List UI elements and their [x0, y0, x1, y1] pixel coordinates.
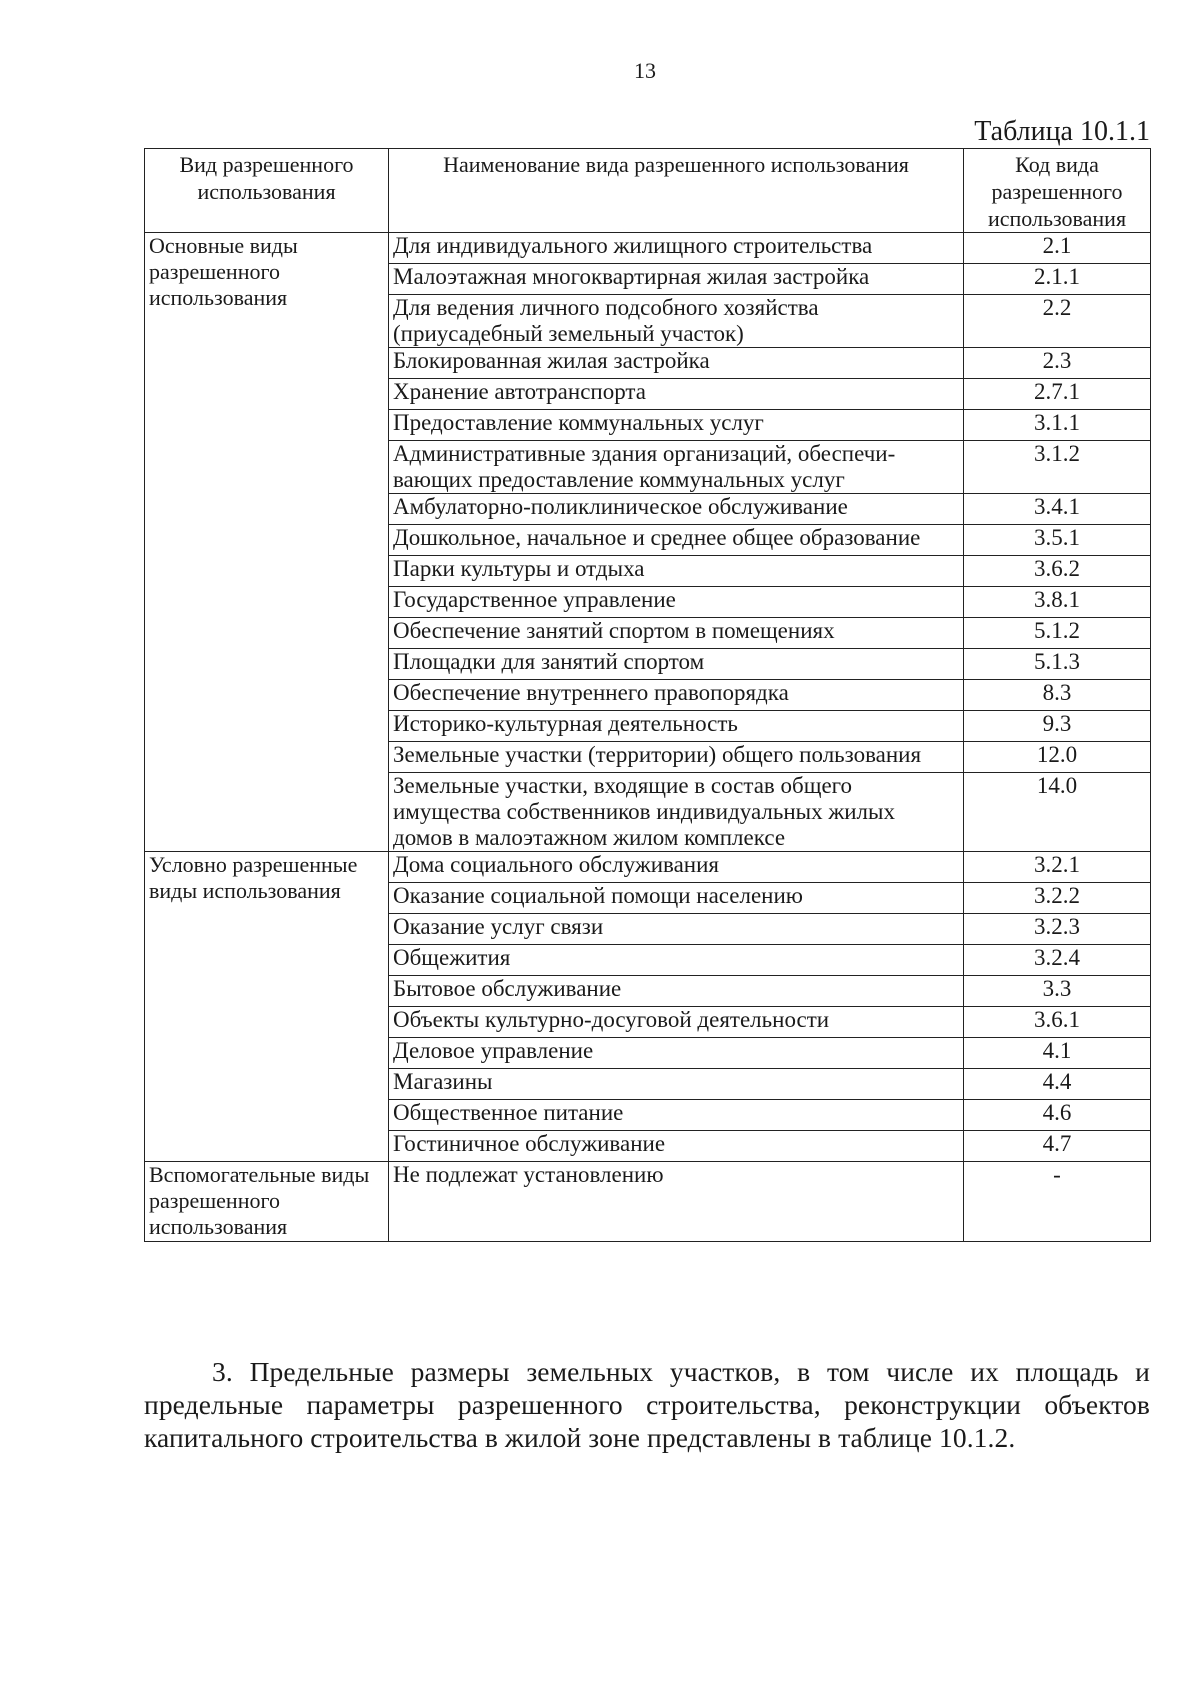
- use-name-cell: Площадки для занятий спортом: [389, 649, 964, 680]
- use-name-cell: Земельные участки, входящие в состав общего имущества собственников индивидуальных жилых домов в малоэтажном жилом комплексе: [389, 773, 964, 852]
- use-code-cell: 14.0: [964, 773, 1151, 852]
- use-name-cell: Дома социального обслуживания: [389, 852, 964, 883]
- use-code-cell: 3.2.2: [964, 883, 1151, 914]
- use-code-cell: 3.2.1: [964, 852, 1151, 883]
- use-code-cell: 3.6.1: [964, 1007, 1151, 1038]
- use-name-cell: Оказание услуг связи: [389, 914, 964, 945]
- use-code-cell: 5.1.2: [964, 618, 1151, 649]
- use-name-cell: Не подлежат установлению: [389, 1162, 964, 1242]
- use-name-cell: Государственное управление: [389, 587, 964, 618]
- use-code-cell: 3.2.4: [964, 945, 1151, 976]
- use-name-cell: Парки культуры и отдыха: [389, 556, 964, 587]
- use-name-cell: Историко-культурная деятельность: [389, 711, 964, 742]
- table-row: [145, 852, 1151, 883]
- use-code-cell: 2.1.1: [964, 264, 1151, 295]
- use-code-cell: 2.3: [964, 348, 1151, 379]
- use-code-cell: 3.8.1: [964, 587, 1151, 618]
- table-row: [145, 233, 1151, 264]
- use-code-cell: 4.6: [964, 1100, 1151, 1131]
- use-name-cell: Бытовое обслуживание: [389, 976, 964, 1007]
- use-name-cell: Обеспечение внутреннего правопорядка: [389, 680, 964, 711]
- use-code-cell: 2.7.1: [964, 379, 1151, 410]
- use-name-cell: Общественное питание: [389, 1100, 964, 1131]
- header-use-name: Наименование вида разрешенного использования: [389, 149, 964, 233]
- use-code-cell: -: [964, 1162, 1151, 1242]
- use-code-cell: 12.0: [964, 742, 1151, 773]
- header-use-type: Вид разрешенного использования: [145, 149, 389, 233]
- table-body: [145, 233, 1151, 1242]
- use-code-cell: 4.7: [964, 1131, 1151, 1162]
- table-caption: Таблица 10.1.1: [974, 116, 1150, 147]
- use-name-cell: Земельные участки (территории) общего пользования: [389, 742, 964, 773]
- use-code-cell: 3.5.1: [964, 525, 1151, 556]
- use-name-cell: Амбулаторно-поликлиническое обслуживание: [389, 494, 964, 525]
- use-code-cell: 3.2.3: [964, 914, 1151, 945]
- use-name-cell: Малоэтажная многоквартирная жилая застройка: [389, 264, 964, 295]
- use-name-cell: Хранение автотранспорта: [389, 379, 964, 410]
- use-name-cell: Обеспечение занятий спортом в помещениях: [389, 618, 964, 649]
- use-name-cell: Административные здания организаций, обеспечи-вающих предоставление коммунальных услуг: [389, 441, 964, 494]
- table-header-row: [145, 149, 1151, 233]
- use-code-cell: 9.3: [964, 711, 1151, 742]
- use-name-cell: Блокированная жилая застройка: [389, 348, 964, 379]
- use-name-cell: Деловое управление: [389, 1038, 964, 1069]
- use-code-cell: 4.1: [964, 1038, 1151, 1069]
- use-name-cell: Оказание социальной помощи населению: [389, 883, 964, 914]
- use-name-cell: Дошкольное, начальное и среднее общее образование: [389, 525, 964, 556]
- use-code-cell: 3.1.1: [964, 410, 1151, 441]
- use-name-cell: Для индивидуального жилищного строительства: [389, 233, 964, 264]
- use-code-cell: 3.6.2: [964, 556, 1151, 587]
- use-name-cell: Общежития: [389, 945, 964, 976]
- use-code-cell: 3.1.2: [964, 441, 1151, 494]
- use-code-cell: 3.4.1: [964, 494, 1151, 525]
- use-code-cell: 2.2: [964, 295, 1151, 348]
- header-use-code: Код вида разрешенного использования: [964, 149, 1151, 233]
- group-title: Вспомогательные виды разрешенного использования: [145, 1162, 389, 1242]
- page-number: 13: [634, 58, 656, 83]
- use-code-cell: 8.3: [964, 680, 1151, 711]
- group-title: Основные виды разрешенного использования: [145, 233, 389, 852]
- use-code-cell: 2.1: [964, 233, 1151, 264]
- table-row: [145, 1162, 1151, 1242]
- body-paragraph: 3. Предельные размеры земельных участков, в том числе их площадь и предельные параметры разрешенного строительства, реконструкции объектов капитального строительства в жилой зоне представлены в таблице 10.1.2.: [144, 1356, 1150, 1453]
- use-name-cell: Магазины: [389, 1069, 964, 1100]
- use-code-cell: 4.4: [964, 1069, 1151, 1100]
- use-name-cell: Объекты культурно-досуговой деятельности: [389, 1007, 964, 1038]
- use-name-cell: Предоставление коммунальных услуг: [389, 410, 964, 441]
- group-title: Условно разрешенные виды использования: [145, 852, 389, 1162]
- use-name-cell: Гостиничное обслуживание: [389, 1131, 964, 1162]
- land-use-table: [144, 148, 1151, 1242]
- use-name-cell: Для ведения личного подсобного хозяйства (приусадебный земельный участок): [389, 295, 964, 348]
- use-code-cell: 5.1.3: [964, 649, 1151, 680]
- use-code-cell: 3.3: [964, 976, 1151, 1007]
